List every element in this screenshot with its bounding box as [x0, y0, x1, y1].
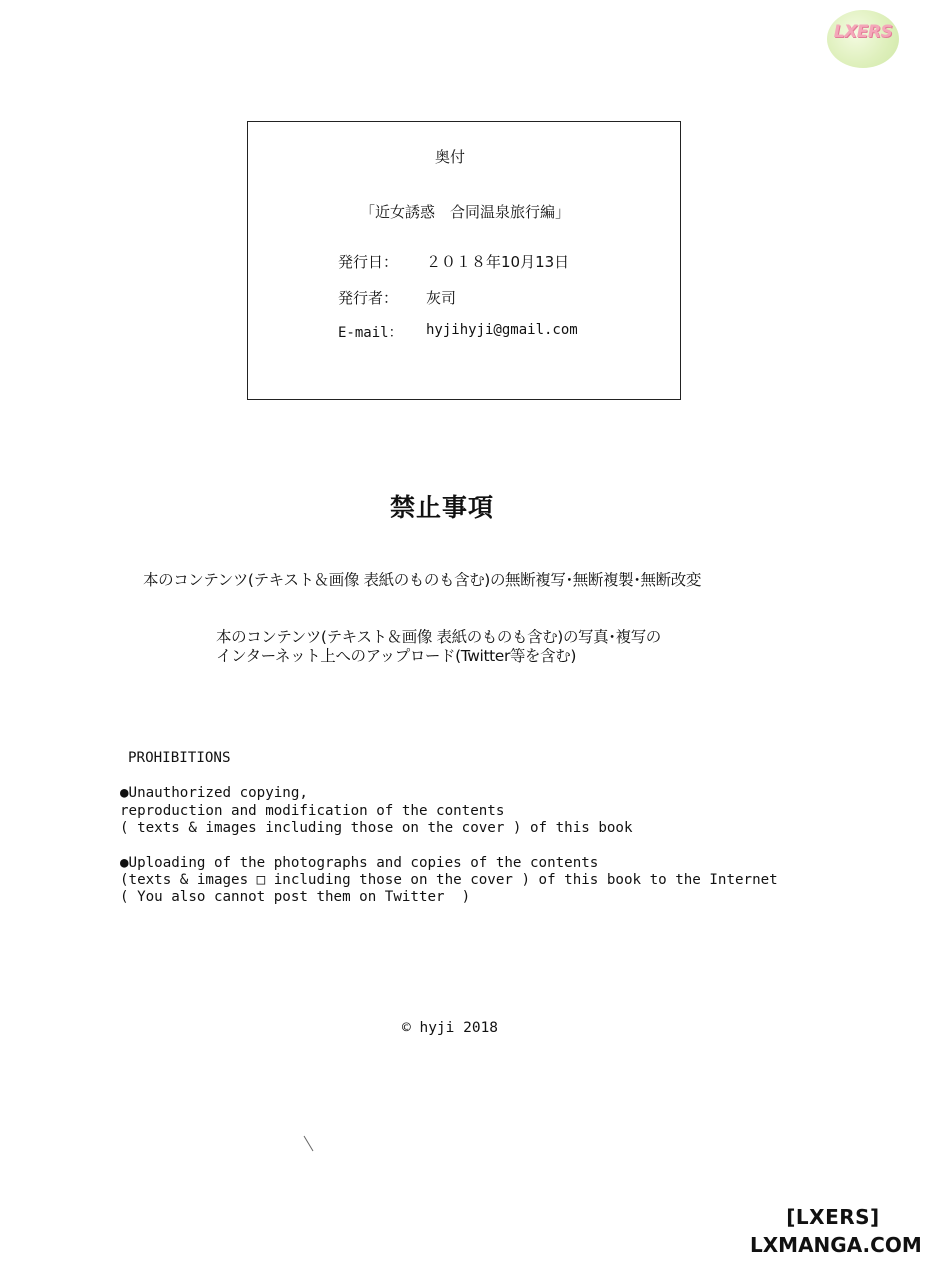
lxers-logo-text: LXERS — [833, 22, 893, 42]
prohibitions-en-title: PROHIBITIONS — [128, 750, 231, 766]
colophon-heading: 奥付 — [434, 148, 465, 166]
prohibitions-en-item-2-line-1: ●Uploading of the photographs and copies of the contents — [120, 855, 599, 871]
prohibitions-en-item-2-line-3: ( You also cannot post them on Twitter ) — [120, 889, 471, 905]
colophon-email-value: hyjihyji@gmail.com — [426, 322, 578, 338]
prohibitions-en-item-1-line-3: ( texts & images including those on the cover ) of this book — [120, 820, 633, 836]
prohibitions-en-item-2-line-2: (texts & images □ including those on the cover ) of this book to the Internet — [120, 872, 778, 888]
prohibitions-jp-item-2-line-2: インターネット上へのアップロード(Twitter等を含む) — [216, 647, 576, 665]
colophon-publisher-label: 発行者： — [338, 289, 399, 307]
prohibitions-jp-item-1: 本のコンテンツ(テキスト＆画像 表紙のものも含む)の無断複写･無断複製･無断改変 — [143, 571, 701, 589]
colophon-book-title: 「近女誘惑 合同温泉旅行編」 — [359, 203, 570, 221]
prohibitions-jp-title: 禁止事項 — [389, 493, 494, 522]
lxmanga-watermark-site: LXMANGA.COM — [750, 1233, 922, 1257]
colophon-date-value: ２０１８年10月13日 — [426, 253, 570, 271]
colophon-email-label: E-mail： — [338, 325, 403, 341]
prohibitions-en-item-1-line-2: reproduction and modification of the contents — [120, 803, 505, 819]
copyright-line: © hyji 2018 — [402, 1020, 499, 1036]
lxers-watermark-bracket: [LXERS] — [786, 1205, 880, 1229]
prohibitions-en-item-1-line-1: ●Unauthorized copying, — [120, 785, 308, 801]
colophon-date-label: 発行日： — [338, 253, 399, 271]
prohibitions-jp-item-2-line-1: 本のコンテンツ(テキスト＆画像 表紙のものも含む)の写真･複写の — [216, 628, 661, 646]
colophon-publisher-value: 灰司 — [426, 289, 457, 307]
stray-mark — [302, 1134, 316, 1154]
